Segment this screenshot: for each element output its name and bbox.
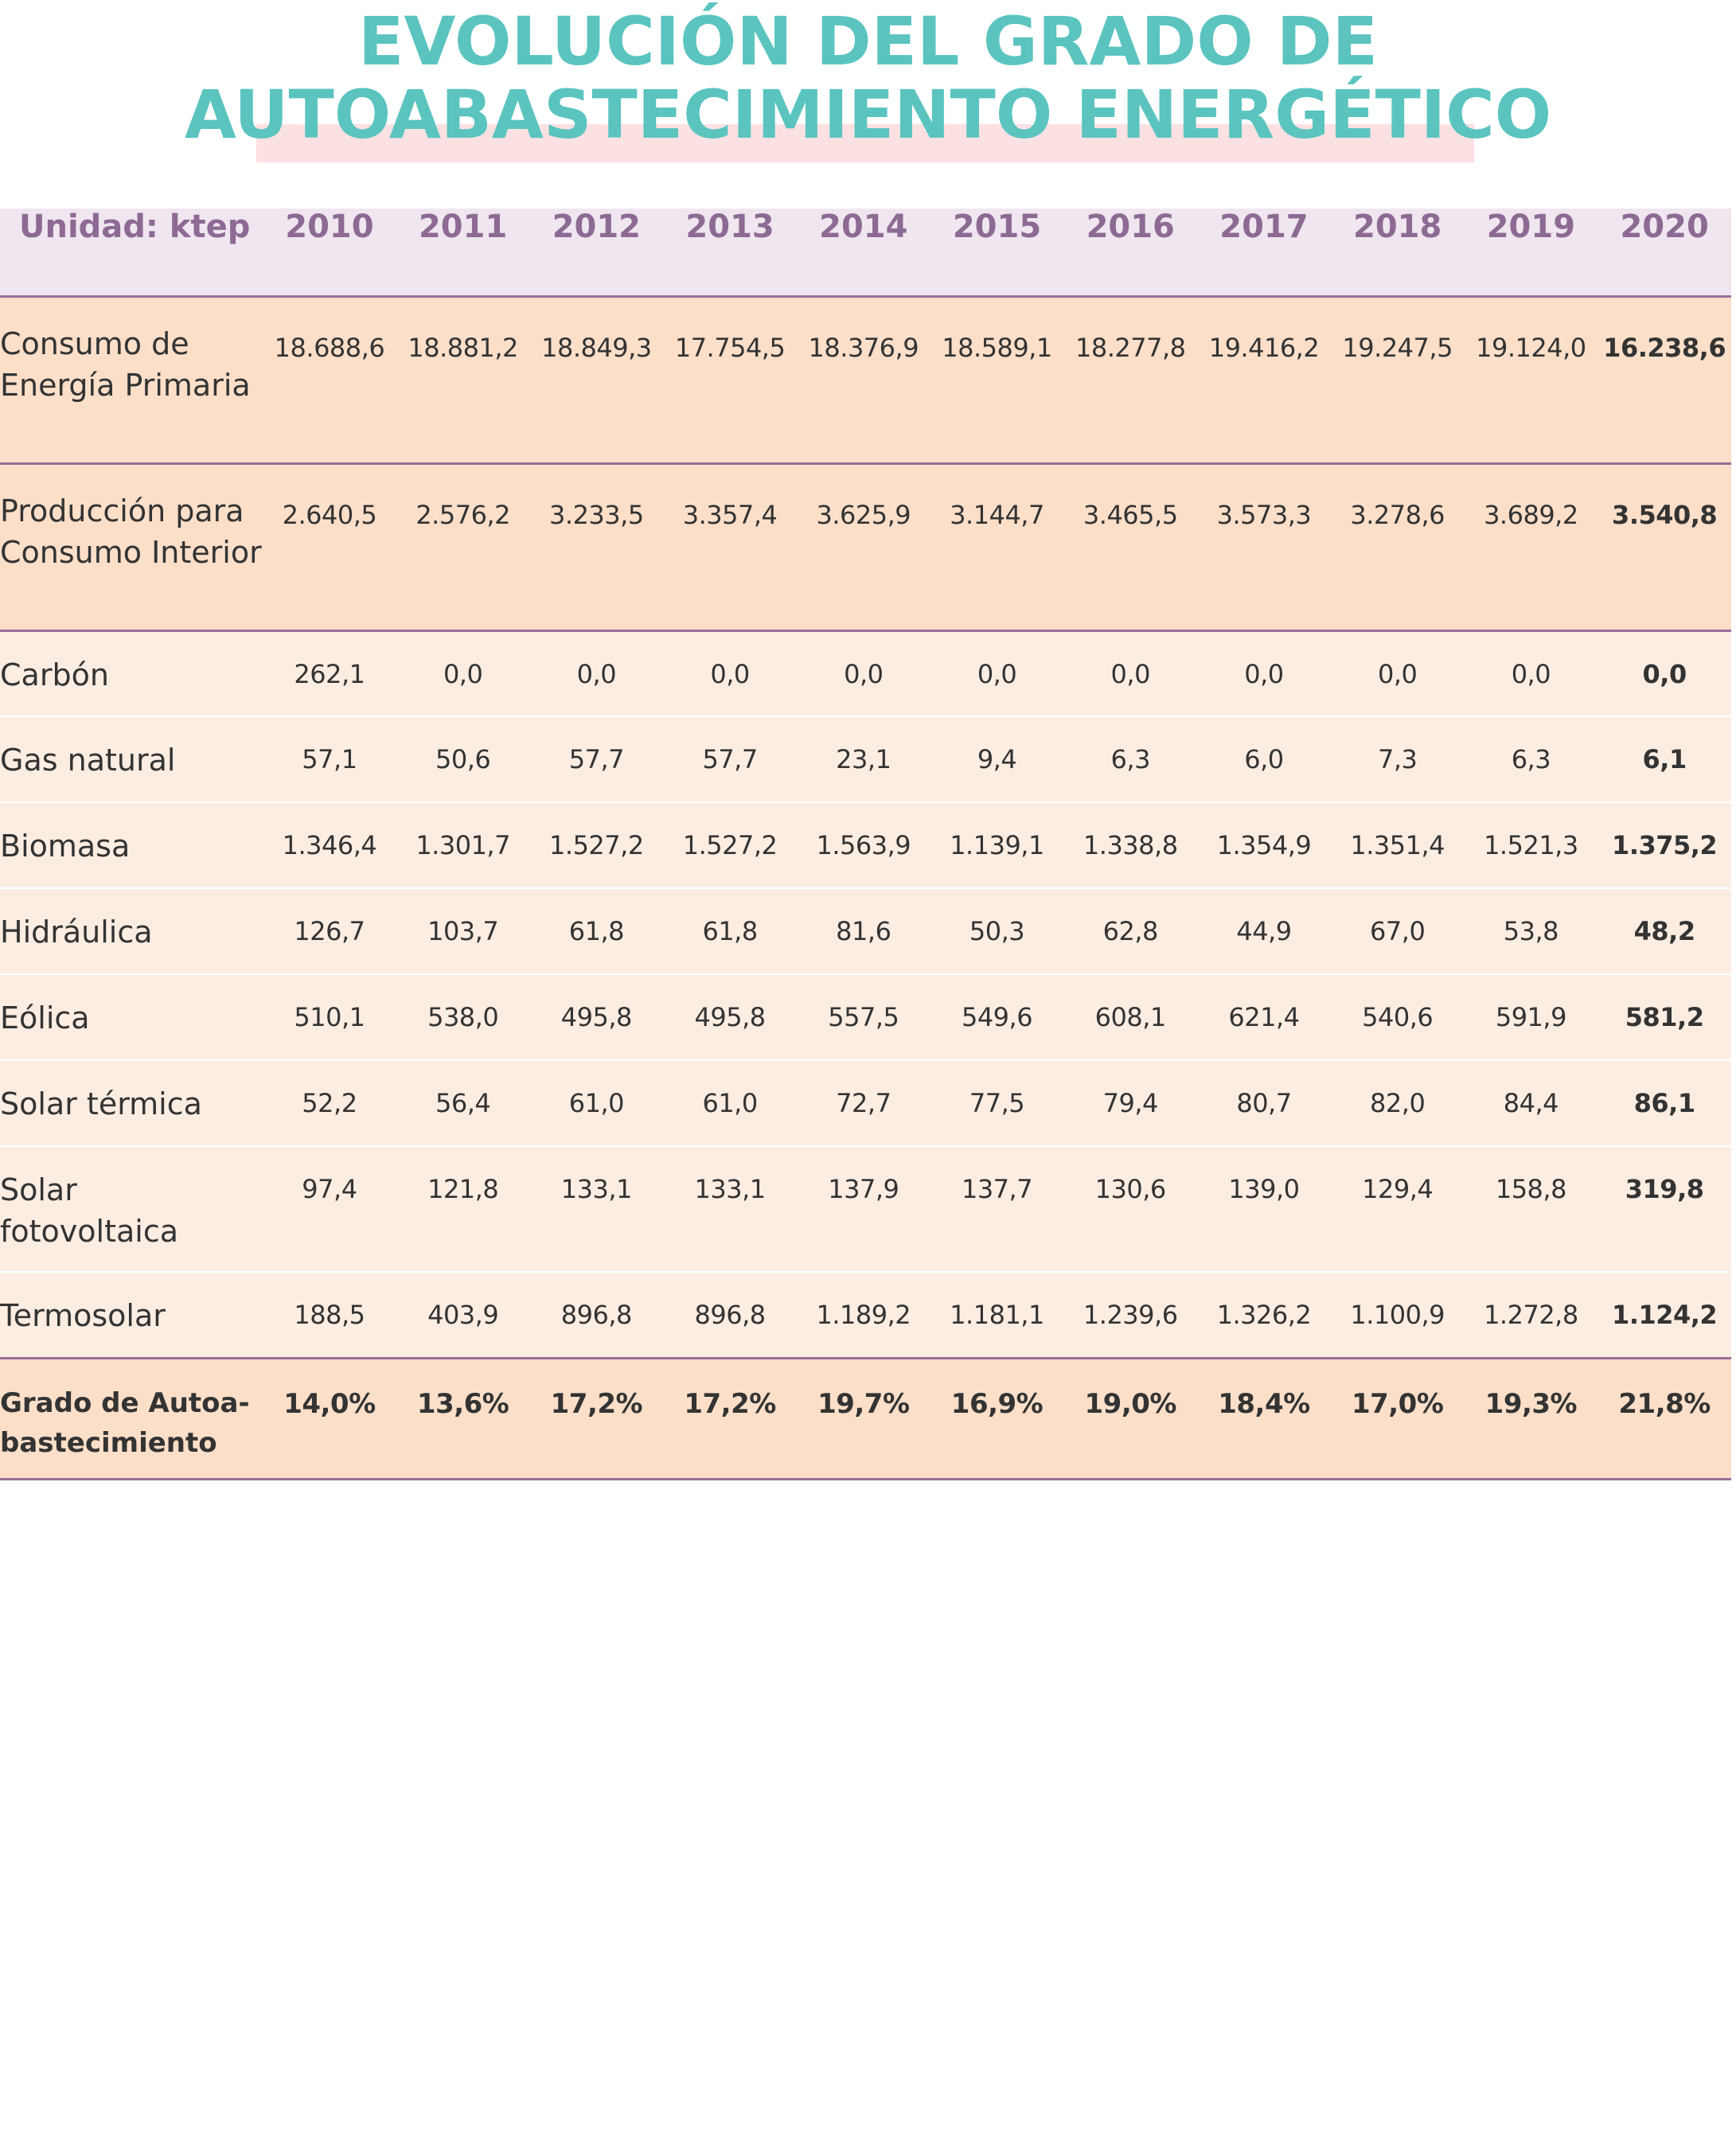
cell-value: 3.465,5 [1083, 499, 1178, 530]
cell-value: 2.576,2 [415, 499, 510, 530]
cell-value: 1.181,1 [950, 1300, 1044, 1330]
row-label: Hidráulica [0, 915, 153, 950]
cell-value: 1.521,3 [1484, 830, 1578, 860]
cell-value: 0,0 [844, 658, 884, 689]
cell-value: 1.527,2 [682, 830, 778, 860]
cell-value: 61,0 [702, 1088, 758, 1118]
cell-value: 121,8 [427, 1174, 499, 1204]
cell-value: 18.881,2 [408, 332, 518, 363]
cell-value: 1.139,1 [950, 830, 1044, 860]
cell-value: 50,3 [969, 916, 1025, 946]
cell-value: 9,4 [977, 744, 1017, 774]
cell-value: 130,6 [1094, 1174, 1166, 1204]
cell-value: 44,9 [1236, 916, 1292, 946]
table-row [0, 463, 1731, 630]
cell-value: 3.357,4 [682, 499, 778, 530]
cell-value: 67,0 [1370, 916, 1426, 946]
year-header: 2020 [1620, 209, 1709, 245]
table-row [0, 802, 1731, 888]
cell-value: 139,0 [1228, 1174, 1300, 1204]
cell-value: 1.124,2 [1612, 1300, 1718, 1330]
page-title [0, 2, 1736, 154]
table-row-total [0, 1358, 1731, 1479]
cell-value: 557,5 [828, 1002, 899, 1032]
cell-value: 16,9% [950, 1387, 1044, 1420]
cell-value: 581,2 [1625, 1002, 1704, 1032]
cell-value: 17,2% [684, 1387, 776, 1420]
cell-value: 538,0 [427, 1002, 499, 1032]
cell-value: 129,4 [1362, 1174, 1434, 1204]
cell-value: 1.375,2 [1612, 830, 1718, 860]
cell-value: 608,1 [1094, 1002, 1166, 1032]
cell-value: 18.277,8 [1075, 332, 1186, 363]
cell-value: 19,0% [1084, 1387, 1176, 1420]
cell-value: 82,0 [1370, 1088, 1426, 1118]
cell-value: 62,8 [1102, 916, 1158, 946]
cell-value: 0,0 [443, 658, 483, 689]
cell-value: 495,8 [694, 1002, 766, 1032]
cell-value: 13,6% [416, 1387, 509, 1420]
cell-value: 1.338,8 [1083, 830, 1178, 860]
cell-value: 84,4 [1503, 1088, 1559, 1118]
cell-value: 16.238,6 [1603, 332, 1726, 363]
cell-value: 52,2 [302, 1088, 357, 1118]
cell-value: 19.124,0 [1476, 332, 1586, 363]
table-row [0, 974, 1731, 1060]
row-label: Eólica [0, 1000, 90, 1035]
row-label: Gas natural [0, 743, 176, 778]
cell-value: 77,5 [969, 1088, 1025, 1118]
cell-value: 53,8 [1503, 916, 1559, 946]
cell-value: 6,3 [1110, 744, 1150, 774]
table-row [0, 716, 1731, 802]
cell-value: 1.354,9 [1216, 830, 1312, 860]
cell-value: 0,0 [977, 658, 1017, 689]
unit-header: Unidad: ktep [19, 209, 251, 245]
cell-value: 0,0 [1642, 658, 1687, 689]
year-header: 2014 [819, 209, 908, 245]
cell-value: 57,7 [568, 744, 624, 774]
cell-value: 3.540,8 [1612, 499, 1718, 530]
year-header: 2011 [418, 209, 508, 245]
cell-value: 17,2% [550, 1387, 643, 1420]
row-label: Solar fotovoltaica [0, 1172, 178, 1249]
row-label: Termosolar [0, 1298, 166, 1333]
cell-value: 19,7% [817, 1387, 910, 1420]
cell-value: 86,1 [1633, 1088, 1695, 1118]
cell-value: 0,0 [1511, 658, 1551, 689]
cell-value: 57,7 [702, 744, 758, 774]
cell-value: 3.233,5 [549, 499, 644, 530]
cell-value: 319,8 [1625, 1174, 1704, 1204]
cell-value: 97,4 [302, 1174, 357, 1204]
cell-value: 19.247,5 [1342, 332, 1453, 363]
year-header: 2016 [1086, 209, 1175, 245]
cell-value: 1.189,2 [816, 1300, 911, 1330]
cell-value: 17.754,5 [674, 332, 786, 363]
cell-value: 3.278,6 [1350, 499, 1445, 530]
table-row [0, 630, 1731, 716]
cell-value: 14,0% [283, 1387, 376, 1420]
table-row [0, 1272, 1731, 1358]
cell-value: 48,2 [1633, 916, 1695, 946]
cell-value: 19,3% [1484, 1387, 1578, 1420]
cell-value: 3.689,2 [1484, 499, 1578, 530]
cell-value: 18.589,1 [942, 332, 1052, 363]
cell-value: 137,7 [961, 1174, 1033, 1204]
cell-value: 1.346,4 [282, 830, 377, 860]
year-header: 2019 [1486, 209, 1576, 245]
cell-value: 61,8 [568, 916, 624, 946]
cell-value: 0,0 [1377, 658, 1418, 689]
year-header: 2017 [1219, 209, 1309, 245]
cell-value: 7,3 [1377, 744, 1418, 774]
cell-value: 18.376,9 [808, 332, 919, 363]
cell-value: 0,0 [1244, 658, 1284, 689]
cell-value: 19.416,2 [1208, 332, 1320, 363]
year-header: 2010 [285, 209, 374, 245]
cell-value: 126,7 [294, 916, 365, 946]
cell-value: 0,0 [1110, 658, 1150, 689]
cell-value: 18.688,6 [274, 332, 385, 363]
cell-value: 158,8 [1495, 1174, 1566, 1204]
cell-value: 23,1 [836, 744, 891, 774]
cell-value: 6,1 [1642, 744, 1687, 774]
cell-value: 21,8% [1618, 1387, 1711, 1420]
cell-value: 18.849,3 [541, 332, 652, 363]
cell-value: 403,9 [427, 1300, 499, 1330]
cell-value: 188,5 [294, 1300, 365, 1330]
table-header-row [0, 209, 1731, 296]
cell-value: 17,0% [1351, 1387, 1444, 1420]
energy-table [0, 209, 1731, 1480]
cell-value: 80,7 [1236, 1088, 1292, 1118]
cell-value: 896,8 [560, 1300, 632, 1330]
cell-value: 510,1 [294, 1002, 365, 1032]
cell-value: 72,7 [836, 1088, 891, 1118]
cell-value: 57,1 [302, 744, 357, 774]
cell-value: 2.640,5 [282, 499, 377, 530]
year-header: 2018 [1353, 209, 1442, 245]
cell-value: 1.563,9 [816, 830, 911, 860]
cell-value: 1.272,8 [1484, 1300, 1578, 1330]
title-line-2: AUTOABASTECIMIENTO ENERGÉTICO [184, 76, 1552, 154]
table-row [0, 888, 1731, 974]
cell-value: 1.239,6 [1083, 1300, 1178, 1330]
row-label: Solar térmica [0, 1086, 202, 1121]
table-row [0, 1060, 1731, 1146]
cell-value: 3.625,9 [816, 499, 911, 530]
cell-value: 3.144,7 [950, 499, 1044, 530]
cell-value: 1.351,4 [1350, 830, 1445, 860]
row-label: Consumo de Energía Primaria [0, 326, 251, 403]
cell-value: 61,8 [702, 916, 758, 946]
cell-value: 0,0 [710, 658, 750, 689]
cell-value: 6,0 [1244, 744, 1284, 774]
cell-value: 18,4% [1218, 1387, 1310, 1420]
cell-value: 6,3 [1511, 744, 1551, 774]
cell-value: 133,1 [560, 1174, 632, 1204]
cell-value: 103,7 [427, 916, 499, 946]
cell-value: 540,6 [1362, 1002, 1434, 1032]
cell-value: 262,1 [294, 658, 365, 689]
cell-value: 137,9 [828, 1174, 899, 1204]
cell-value: 591,9 [1495, 1002, 1566, 1032]
year-header: 2013 [685, 209, 774, 245]
cell-value: 81,6 [836, 916, 891, 946]
cell-value: 56,4 [435, 1088, 491, 1118]
cell-value: 61,0 [568, 1088, 624, 1118]
cell-value: 133,1 [694, 1174, 766, 1204]
cell-value: 896,8 [694, 1300, 766, 1330]
row-label: Biomasa [0, 829, 131, 864]
title-line-1: EVOLUCIÓN DEL GRADO DE [358, 2, 1378, 80]
cell-value: 1.100,9 [1350, 1300, 1445, 1330]
cell-value: 1.301,7 [415, 830, 510, 860]
cell-value: 549,6 [961, 1002, 1033, 1032]
row-label: Carbón [0, 657, 109, 692]
cell-value: 79,4 [1102, 1088, 1158, 1118]
row-label: Grado de Autoa-bastecimiento [0, 1386, 250, 1459]
row-label: Producción para Consumo Interior [0, 493, 262, 570]
year-header: 2015 [952, 209, 1042, 245]
cell-value: 0,0 [576, 658, 617, 689]
table-row [0, 296, 1731, 463]
cell-value: 1.326,2 [1216, 1300, 1312, 1330]
cell-value: 50,6 [435, 744, 491, 774]
cell-value: 495,8 [560, 1002, 632, 1032]
cell-value: 621,4 [1228, 1002, 1300, 1032]
cell-value: 1.527,2 [549, 830, 644, 860]
year-header: 2012 [552, 209, 642, 245]
cell-value: 3.573,3 [1216, 499, 1312, 530]
table-row [0, 1146, 1731, 1272]
